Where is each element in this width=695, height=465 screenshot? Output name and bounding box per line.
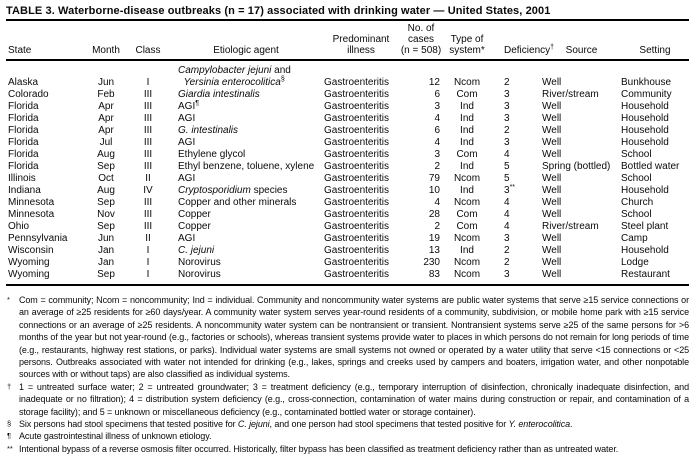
cell-class: II [145, 233, 151, 244]
cell-source: Well [542, 257, 562, 268]
cell-setting: Bunkhouse [621, 77, 672, 88]
cell-type-of-system: Ind [460, 161, 474, 172]
cell-state: Florida [8, 101, 39, 112]
table-row [6, 89, 689, 101]
cell-state: Illinois [8, 173, 36, 184]
table-row [6, 257, 689, 269]
footnote [6, 418, 689, 430]
cell-type-of-system: Ind [460, 245, 474, 256]
table-row [6, 245, 689, 257]
cell-state: Indiana [8, 185, 41, 196]
cell-state: Minnesota [8, 209, 55, 220]
cell-no-of-cases: 4 [434, 137, 440, 148]
cell-no-of-cases: 2 [434, 161, 440, 172]
cell-type-of-system: Ind [460, 137, 474, 148]
cell-setting: School [621, 173, 652, 184]
cell-deficiency: 4 [504, 149, 510, 160]
cell-class: III [143, 221, 153, 232]
cell-source: Well [542, 197, 562, 208]
cell-source: Well [542, 149, 562, 160]
cell-class: III [143, 89, 153, 100]
cell-deficiency: 4 [504, 221, 510, 232]
cell-source: Well [542, 233, 562, 244]
column-header-setting: Setting [639, 45, 671, 56]
cell-month: Sep [97, 269, 115, 280]
column-header-class: Class [135, 45, 161, 56]
cell-predominant-illness: Gastroenteritis [324, 101, 390, 112]
cell-source: Well [542, 209, 562, 220]
cell-setting: School [621, 209, 652, 220]
footnote-text: 1 = untreated surface water; 2 = untreated groundwater; 3 = treatment deficiency (e.g., temporary interruption of disinfection, chronically inadequate disinfection, and inadequate or no filtration); 4 = distribution system deficiency (e.g., cross-connection, contamination of water mains during construction or repair, and contamination of a storage facility); and 5 = unknown or miscellaneous deficiency (e.g., contaminated bottled water or storage container). [19, 381, 689, 417]
cell-month: Nov [97, 209, 115, 220]
cell-etiologic-agent: Ethyl benzene, toluene, xylene [178, 161, 315, 172]
cell-source: Well [542, 185, 562, 196]
cell-month: Jul [99, 137, 113, 148]
cell-etiologic-agent: Campylobacter jejuni and Yersinia enterocolitica§ [178, 65, 291, 88]
cell-month: Jun [97, 233, 115, 244]
cell-setting: School [621, 149, 652, 160]
cell-deficiency: 3 [504, 113, 510, 124]
cell-month: Apr [98, 101, 114, 112]
cell-deficiency: 3 [504, 137, 510, 148]
cell-setting: Household [621, 245, 669, 256]
cell-source: Well [542, 269, 562, 280]
table-row [6, 101, 689, 113]
cell-class: III [143, 101, 153, 112]
cell-state: Alaska [8, 77, 39, 88]
column-header-state: State [8, 45, 32, 56]
footnote-text: Com = community; Ncom = noncommunity; Ind = individual. Community and noncommunity water systems are public water systems that serve ≥15 service connections or an average of ≥25 residents for ≥60 days/year. A community water system serves year-round residents of a community, subdivision, or mobile home park with ≥15 service connections or an average of ≥25 residents. A noncommunity water system can be nontransient or transient. Nontransient systems serve ≥25 of the same persons for >6 months of the year but not year-round (e.g., factories or schools), whereas transient systems provide water to places in which persons do not remain for long periods of time (e.g., restaurants, highway rest stations, or parks). Individual water systems are small systems not owned or operated by a water utility that serve <15 connections or <25 persons. Outbreaks associated with water not intended for drinking (e.g., lakes, springs and creeks used by campers and boaters, irrigation water, and other nonpotable sources with or without taps) are also classified as individual systems. [19, 295, 689, 380]
cell-state: Ohio [8, 221, 30, 232]
cell-type-of-system: Ncom [453, 233, 481, 244]
cell-no-of-cases: 19 [428, 233, 440, 244]
cell-month: Sep [97, 197, 115, 208]
cell-etiologic-agent: Copper [178, 209, 211, 220]
cell-state: Pennsylvania [8, 233, 68, 244]
cell-setting: Restaurant [621, 269, 670, 280]
table-row [6, 185, 689, 197]
cell-type-of-system: Ncom [453, 197, 481, 208]
cell-type-of-system: Ind [460, 125, 474, 136]
table-row [6, 197, 689, 209]
outbreaks-table [6, 19, 689, 286]
cell-no-of-cases: 4 [434, 197, 440, 208]
cell-month: Sep [97, 221, 115, 232]
cell-type-of-system: Com [456, 209, 478, 220]
cell-month: Sep [97, 161, 115, 172]
table-body [6, 60, 689, 285]
cell-etiologic-agent: Norovirus [178, 257, 221, 268]
cell-deficiency: 3 [504, 269, 510, 280]
table-row [6, 221, 689, 233]
cell-no-of-cases: 3 [434, 149, 440, 160]
cell-class: I [146, 77, 150, 88]
footnote-symbol: † [7, 381, 12, 391]
cell-predominant-illness: Gastroenteritis [324, 209, 390, 220]
table-title: TABLE 3. Waterborne-disease outbreaks (n = 17) associated with drinking water — United States, 2001 [6, 5, 551, 17]
cell-source: Spring (bottled) [542, 161, 611, 172]
cell-state: Colorado [8, 89, 49, 100]
cell-deficiency: 2 [504, 77, 510, 88]
cell-source: Well [542, 101, 562, 112]
cell-type-of-system: Com [456, 221, 478, 232]
cell-no-of-cases: 79 [428, 173, 440, 184]
cell-deficiency: 5 [504, 173, 510, 184]
column-header-month: Month [92, 45, 120, 56]
cell-etiologic-agent: Copper [178, 221, 211, 232]
cell-class: I [146, 269, 150, 280]
cell-etiologic-agent: AGI [178, 173, 196, 184]
cell-class: I [146, 257, 150, 268]
column-header-predominant-illness: Predominant illness [332, 34, 390, 56]
cell-etiologic-agent: AGI [178, 113, 196, 124]
cell-setting: Camp [621, 233, 648, 244]
cell-predominant-illness: Gastroenteritis [324, 125, 390, 136]
cell-month: Aug [97, 185, 115, 196]
cell-predominant-illness: Gastroenteritis [324, 257, 390, 268]
cell-etiologic-agent: Cryptosporidium species [178, 185, 288, 196]
cell-etiologic-agent: AGI [178, 137, 196, 148]
cell-month: Apr [98, 125, 114, 136]
cell-deficiency: 2 [504, 245, 510, 256]
cell-source: River/stream [542, 221, 599, 232]
cell-type-of-system: Ncom [453, 269, 481, 280]
table-row [6, 209, 689, 221]
table-header [6, 20, 689, 60]
cell-state: Minnesota [8, 197, 55, 208]
table-row [6, 233, 689, 245]
cell-class: I [146, 245, 150, 256]
cell-type-of-system: Ncom [453, 77, 481, 88]
cell-deficiency: 3 [504, 101, 510, 112]
cell-deficiency: 3 [504, 233, 510, 244]
cell-etiologic-agent: AGI [178, 233, 196, 244]
cell-source: Well [542, 245, 562, 256]
cell-setting: Church [621, 197, 654, 208]
cell-predominant-illness: Gastroenteritis [324, 233, 390, 244]
table-row [6, 113, 689, 125]
column-header-no-of-cases: No. of cases (n = 508) [400, 23, 442, 56]
footnote-symbol: * [7, 295, 10, 304]
cell-deficiency: 2 [504, 257, 510, 268]
cell-predominant-illness: Gastroenteritis [324, 269, 390, 280]
cell-type-of-system: Ind [460, 113, 474, 124]
cell-predominant-illness: Gastroenteritis [324, 113, 390, 124]
cell-no-of-cases: 13 [428, 245, 440, 256]
cell-class: III [143, 197, 153, 208]
cell-predominant-illness: Gastroenteritis [324, 245, 390, 256]
cell-predominant-illness: Gastroenteritis [324, 149, 390, 160]
cell-month: Apr [98, 113, 114, 124]
cell-no-of-cases: 83 [428, 269, 440, 280]
cell-state: Wyoming [8, 257, 50, 268]
cell-etiologic-agent: C. jejuni [178, 245, 215, 256]
cell-source: Well [542, 173, 562, 184]
header-row [6, 20, 689, 60]
cell-etiologic-agent: G. intestinalis [178, 125, 239, 136]
cell-state: Wisconsin [8, 245, 54, 256]
footnote [6, 294, 689, 381]
cell-predominant-illness: Gastroenteritis [324, 77, 390, 88]
cell-predominant-illness: Gastroenteritis [324, 137, 390, 148]
table-row [6, 137, 689, 149]
cell-no-of-cases: 6 [434, 125, 440, 136]
cell-class: III [143, 137, 153, 148]
cell-state: Wyoming [8, 269, 50, 280]
cell-source: Well [542, 125, 562, 136]
footnote-symbol: ¶ [7, 431, 12, 441]
cell-no-of-cases: 3 [434, 101, 440, 112]
cell-state: Florida [8, 113, 39, 124]
table-row [6, 60, 689, 89]
column-header-etiologic-agent: Etiologic agent [213, 45, 279, 56]
cell-source: Well [542, 137, 562, 148]
cell-month: Jan [97, 245, 115, 256]
cell-no-of-cases: 4 [434, 113, 440, 124]
table-row [6, 125, 689, 137]
cell-type-of-system: Com [456, 89, 478, 100]
cell-deficiency: 5 [504, 161, 510, 172]
cell-source: Well [542, 113, 562, 124]
cell-no-of-cases: 2 [434, 221, 440, 232]
footnote-text: Acute gastrointestinal illness of unknown etiology. [19, 431, 212, 442]
cell-no-of-cases: 28 [428, 209, 440, 220]
cell-class: III [143, 161, 153, 172]
cell-predominant-illness: Gastroenteritis [324, 161, 390, 172]
cell-month: Aug [97, 149, 115, 160]
cell-setting: Community [621, 89, 672, 100]
cell-setting: Household [621, 113, 669, 124]
cell-setting: Household [621, 185, 669, 196]
cell-deficiency: 2 [504, 125, 510, 136]
cell-month: Feb [97, 89, 115, 100]
footnote [6, 381, 689, 418]
cell-type-of-system: Ind [460, 185, 474, 196]
cell-setting: Lodge [621, 257, 649, 268]
cell-class: III [143, 113, 153, 124]
cell-month: Jun [97, 77, 115, 88]
cell-type-of-system: Ncom [453, 173, 481, 184]
footnote-symbol: ** [7, 443, 13, 453]
cell-no-of-cases: 12 [428, 77, 440, 88]
cell-etiologic-agent: Copper and other minerals [178, 197, 297, 208]
cell-etiologic-agent: Norovirus [178, 269, 221, 280]
table-row [6, 149, 689, 161]
cell-deficiency: 4 [504, 197, 510, 208]
cell-month: Jan [97, 257, 115, 268]
cell-type-of-system: Ncom [453, 257, 481, 268]
cell-deficiency: 3 [504, 89, 510, 100]
footnote [6, 430, 689, 442]
table-row [6, 161, 689, 173]
cell-predominant-illness: Gastroenteritis [324, 173, 390, 184]
cell-predominant-illness: Gastroenteritis [324, 221, 390, 232]
footnote [6, 443, 689, 455]
cell-class: III [143, 125, 153, 136]
table-row [6, 173, 689, 185]
cell-month: Oct [98, 173, 114, 184]
cell-source: River/stream [542, 89, 599, 100]
cell-deficiency: 3** [504, 184, 516, 196]
cell-state: Florida [8, 137, 39, 148]
column-header-source: Source [565, 45, 598, 56]
cell-setting: Bottled water [621, 161, 680, 172]
cell-setting: Household [621, 101, 669, 112]
footnotes [6, 294, 689, 455]
cell-predominant-illness: Gastroenteritis [324, 89, 390, 100]
cell-class: II [145, 173, 151, 184]
cell-predominant-illness: Gastroenteritis [324, 197, 390, 208]
cell-no-of-cases: 6 [434, 89, 440, 100]
cell-type-of-system: Ind [460, 101, 474, 112]
cell-setting: Household [621, 137, 669, 148]
cell-type-of-system: Com [456, 149, 478, 160]
footnote-symbol: § [7, 419, 12, 429]
cell-setting: Steel plant [621, 221, 669, 232]
cell-deficiency: 4 [504, 209, 510, 220]
cell-etiologic-agent: Giardia intestinalis [178, 89, 260, 100]
footnote-text: Intentional bypass of a reverse osmosis filter occurred. Historically, filter bypass has been classified as treatment deficiency rather than as untreated water. [19, 443, 619, 454]
cell-state: Florida [8, 125, 39, 136]
cell-setting: Household [621, 125, 669, 136]
cell-no-of-cases: 230 [423, 257, 440, 268]
cell-state: Florida [8, 161, 39, 172]
cell-state: Florida [8, 149, 39, 160]
footnote-text: Six persons had stool specimens that tested positive for C. jejuni, and one person had stool specimens that tested positive for Y. enterocolitica. [19, 419, 573, 430]
cell-source: Well [542, 77, 562, 88]
cell-class: III [143, 149, 153, 160]
cell-etiologic-agent: AGI¶ [178, 100, 199, 112]
table-row [6, 269, 689, 285]
cell-class: III [143, 209, 153, 220]
column-header-type-of-system: Type of system* [449, 34, 485, 56]
cell-class: IV [143, 185, 153, 196]
column-header-deficiency: Deficiency† [504, 44, 555, 56]
cell-etiologic-agent: Ethylene glycol [178, 149, 246, 160]
cell-predominant-illness: Gastroenteritis [324, 185, 390, 196]
cell-no-of-cases: 10 [428, 185, 440, 196]
